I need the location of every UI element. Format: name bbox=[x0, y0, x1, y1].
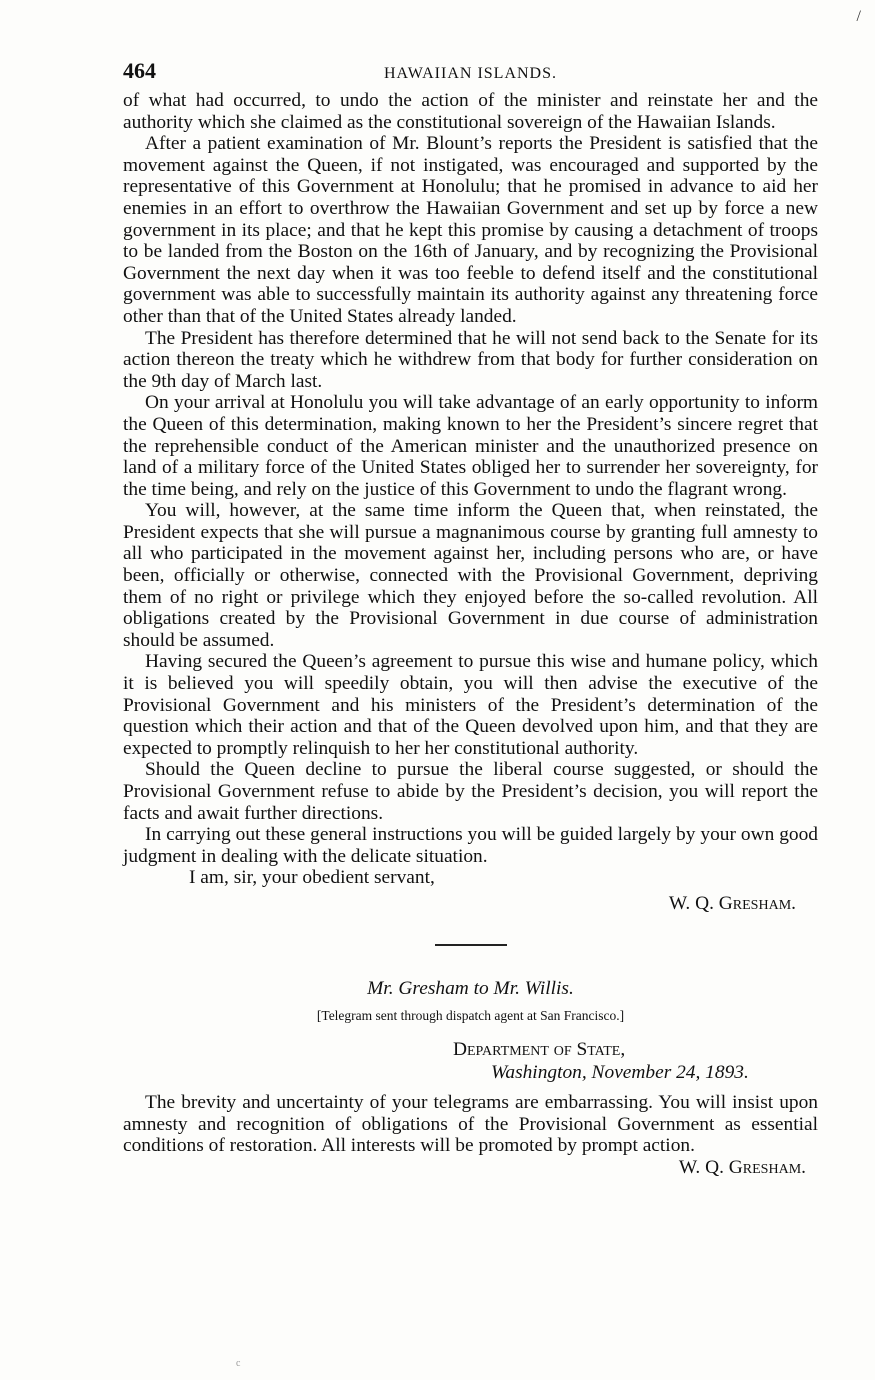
paragraph: Should the Queen decline to pursue the liberal course suggested, or should the Provisional Government refuse to abide by the President’s decision, you will report the facts and await further directions. bbox=[123, 759, 818, 824]
letter-body bbox=[123, 90, 818, 867]
paragraph: of what had occurred, to undo the action of the minister and reinstate her and the authority which she claimed as the constitutional sovereign of the Hawaiian Islands. bbox=[123, 90, 818, 133]
running-title: HAWAIIAN ISLANDS. bbox=[383, 65, 558, 82]
telegram-note: [Telegram sent through dispatch agent at San Francisco.] bbox=[316, 1007, 625, 1023]
paragraph: On your arrival at Honolulu you will take advantage of an early opportunity to inform the Queen of this determination, making known to her the President’s sincere regret that the reprehensible conduct of the American minister and the unauthorized presence on land of a military force of the United States obliged her to surrender her sovereignty, for the time being, and rely on the justice of this Government to undo the flagrant wrong. bbox=[123, 392, 818, 500]
paragraph: In carrying out these general instructions you will be guided largely by your own good judgment in dealing with the delicate situation. bbox=[123, 824, 818, 867]
document-page bbox=[123, 58, 818, 1179]
closing-line: I am, sir, your obedient servant, bbox=[189, 867, 435, 889]
paragraph: Having secured the Queen’s agreement to pursue this wise and humane policy, which it is believed you will speedily obtain, you will then advise the executive of the Provisional Government and his ministers of the President’s determination of the question which their action and that of the Queen devolved upon him, and that they are expected to promptly relinquish to her her constitutional authority. bbox=[123, 651, 818, 759]
telegram-body bbox=[123, 1092, 818, 1157]
telegram-signature: W. Q. Gresham. bbox=[678, 1156, 806, 1178]
margin-mark: / bbox=[856, 8, 861, 25]
letter-heading: Mr. Gresham to Mr. Willis. bbox=[367, 977, 574, 999]
running-head bbox=[123, 58, 818, 90]
signature: W. Q. Gresham. bbox=[668, 892, 796, 914]
paragraph: After a patient examination of Mr. Blount’s reports the President is satisfied that the movement against the Queen, if not instigated, was encouraged and supported by the representative of this Government at Honolulu; that he promised in advance to aid her enemies in an effort to overthrow the Hawaiian Government and set up by force a new government in its place; and that he kept this promise by causing a detachment of troops to be landed from the Boston on the 16th of January, and by recognizing the Provisional Government the next day when it was too feeble to defend itself and the constitutional government was able to successfully maintain its authority against any threatening force other than that of the United States already landed. bbox=[123, 133, 818, 327]
paragraph: The President has therefore determined that he will not send back to the Senate for its action thereon the treaty which he withdrew from that body for further consideration on the 9th day of March last. bbox=[123, 327, 818, 392]
department-line: Department of State, bbox=[453, 1038, 626, 1060]
paragraph: The brevity and uncertainty of your telegrams are embarrassing. You will insist upon amnesty and recognition of obligations of the Provisional Government as essential conditions of restoration. All interests will be promoted by prompt action. bbox=[123, 1091, 818, 1157]
place-date-line: Washington, November 24, 1893. bbox=[491, 1061, 749, 1083]
paragraph: You will, however, at the same time inform the Queen that, when reinstated, the President expects that she will pursue a magnanimous course by granting full amnesty to all who participated in the movement against her, including persons who are, or have been, officially or otherwise, connected with the Provisional Government, depriving them of no right or privilege which they enjoyed before the so-called revolution. All obligations created by the Provisional Government in due course of administration should be assumed. bbox=[123, 500, 818, 651]
page-number: 464 bbox=[123, 58, 156, 83]
dateline bbox=[123, 1038, 818, 1084]
section-divider bbox=[435, 944, 507, 946]
stray-mark: c bbox=[236, 1358, 241, 1369]
